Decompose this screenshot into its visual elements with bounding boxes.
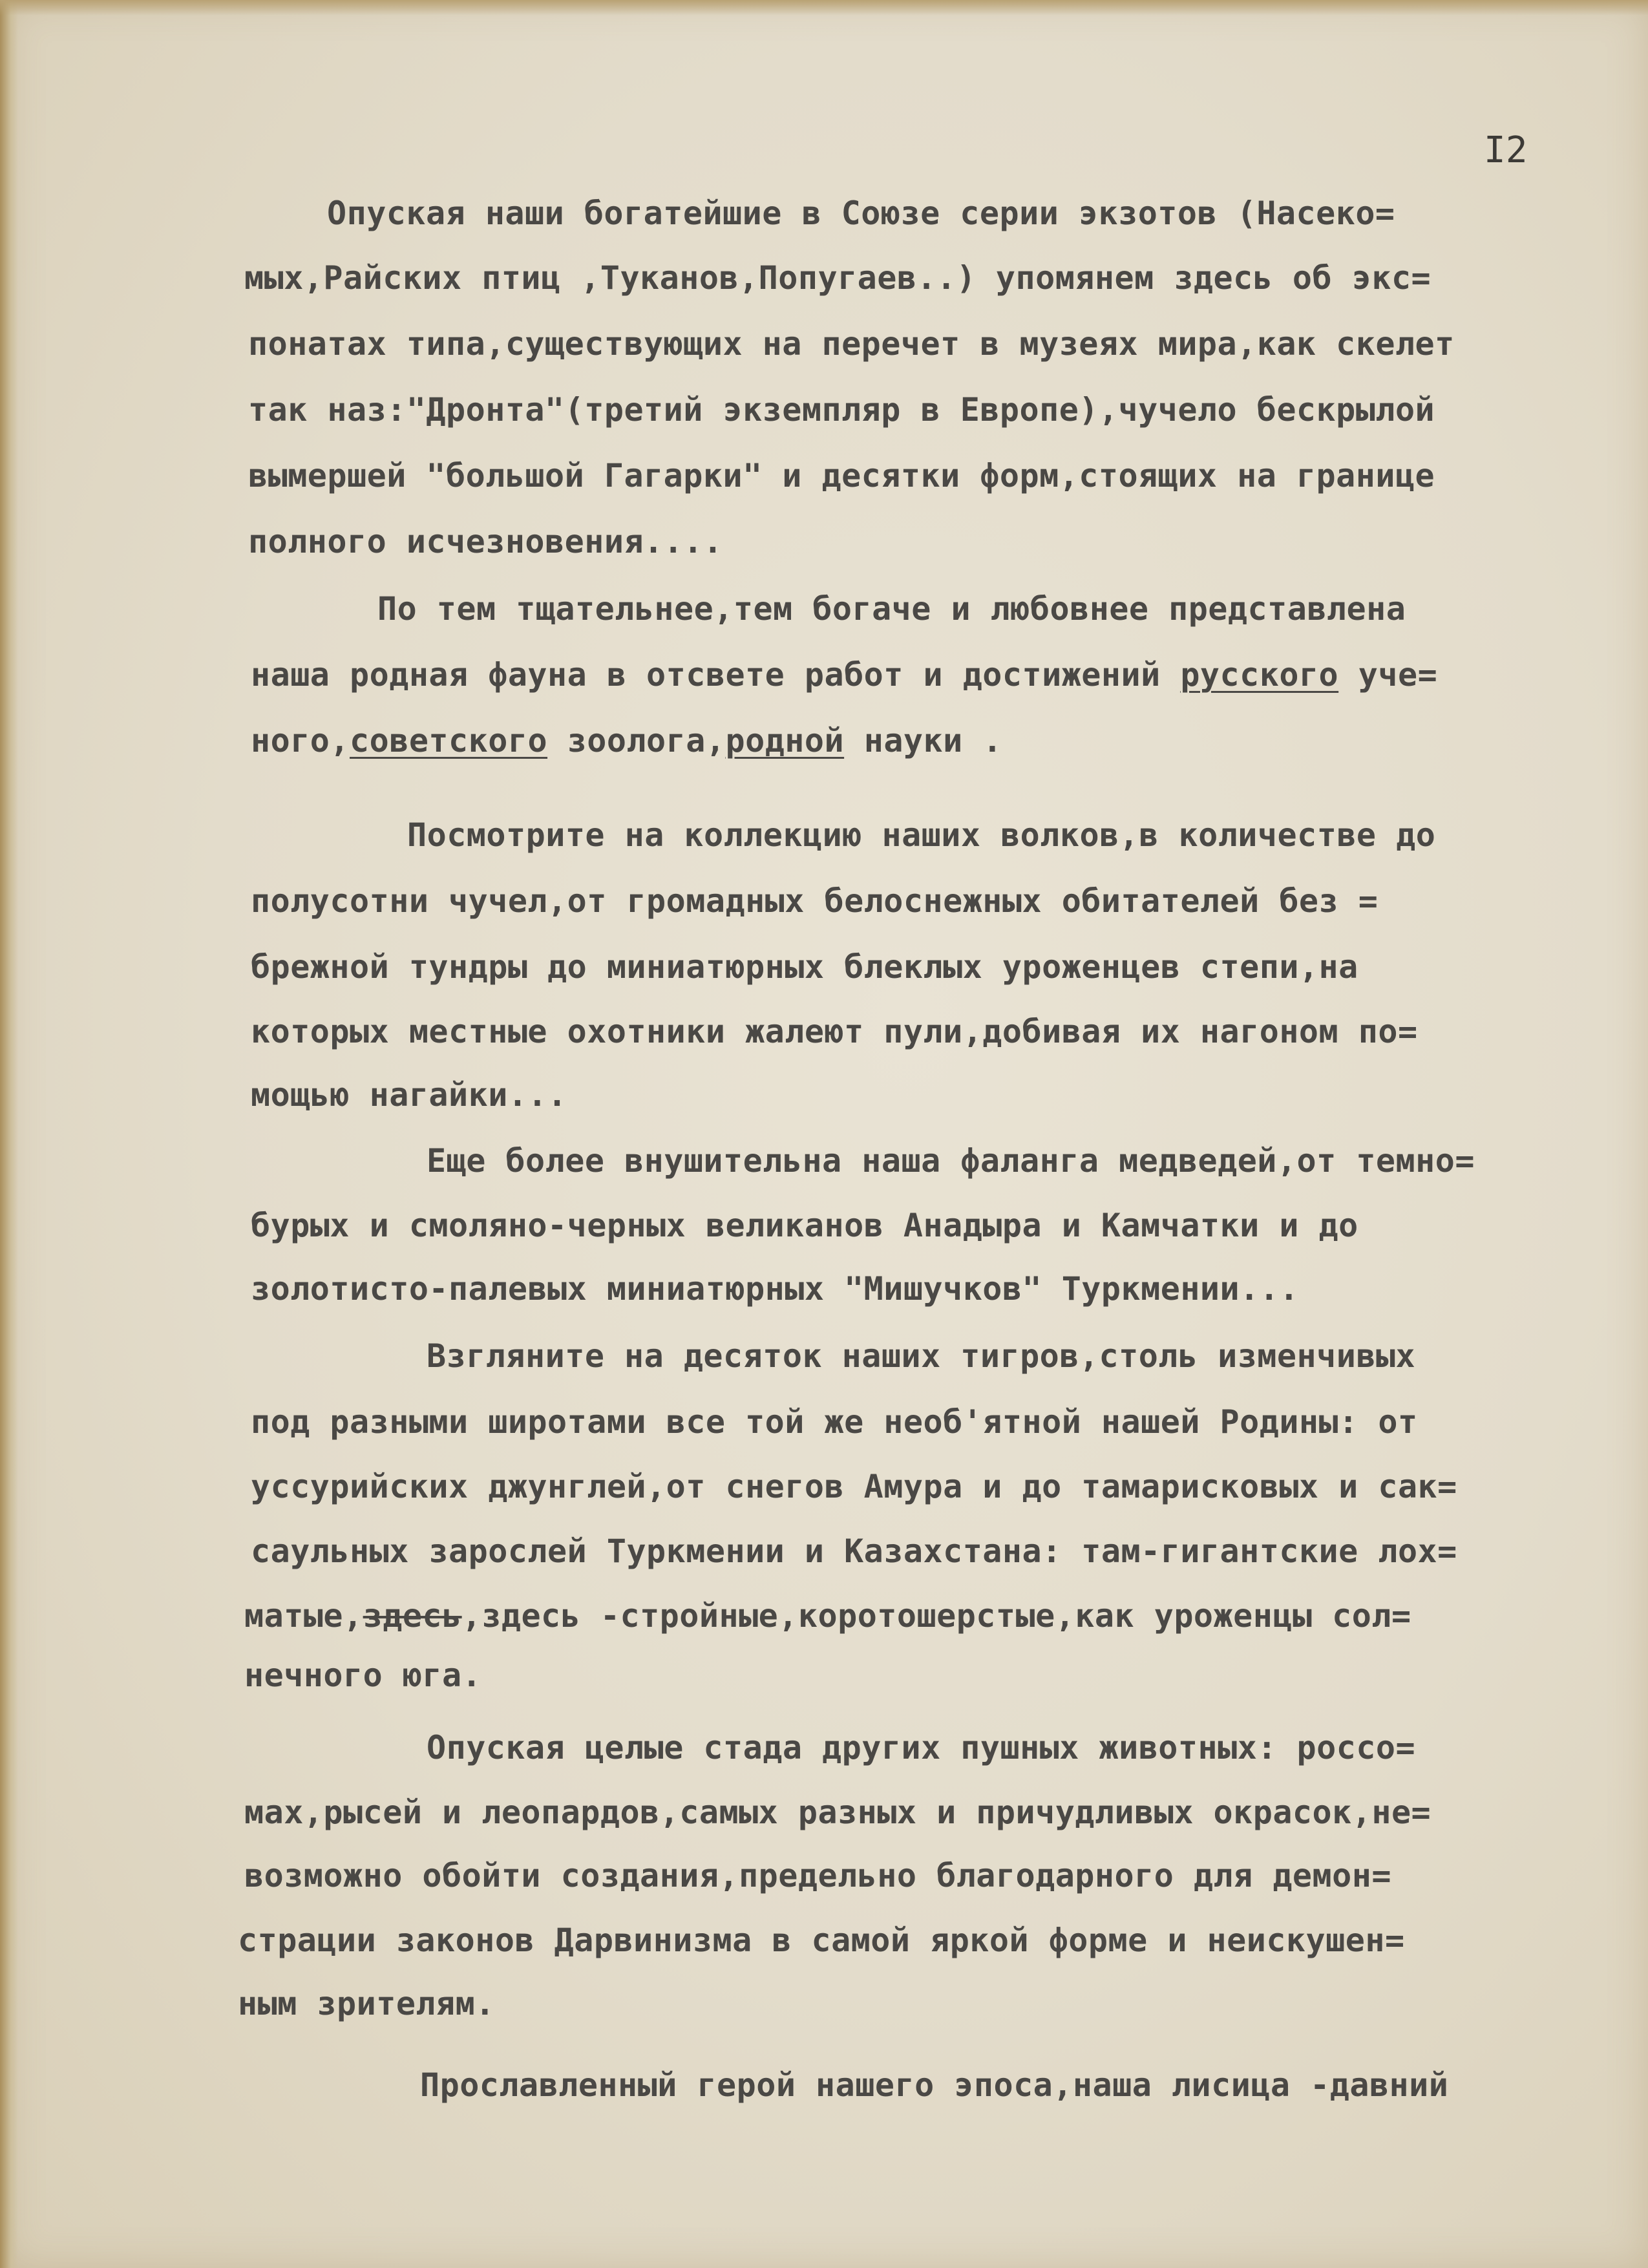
text-line: возможно обойти создания,предельно благодарного для демон=: [244, 1857, 1391, 1894]
text-line: Посмотрите на коллекцию наших волков,в количестве до: [407, 816, 1436, 854]
page-number: I2: [1484, 129, 1528, 171]
text-line: Еще более внушительна наша фаланга медведей,от темно=: [427, 1142, 1475, 1180]
text-line: [251, 655, 1437, 694]
underlined-word: русского: [1180, 656, 1339, 694]
text-line: бурых и смоляно-черных великанов Анадыра и Камчатки и до: [251, 1207, 1358, 1244]
text-line: уссурийских джунглей,от снегов Амура и до тамарисковых и сак=: [251, 1468, 1457, 1505]
page-top-edge: [0, 0, 1648, 16]
text-line: По тем тщательнее,тем богаче и любовнее представлена: [377, 590, 1406, 628]
text-line: под разными широтами все той же необ'ятной нашей Родины: от: [251, 1403, 1418, 1441]
text-line: мых,Райских птиц ,Туканов,Попугаев..) упомянем здесь об экс=: [244, 259, 1431, 297]
text-line: Прославленный герой нашего эпоса,наша лисица -давний: [420, 2066, 1449, 2104]
text-line: мощью нагайки...: [251, 1076, 567, 1114]
text-segment: матые,: [244, 1597, 363, 1635]
text-line: Опуская наши богатейшие в Союзе серии экзотов (Насеко=: [327, 195, 1395, 232]
text-line: золотисто-палевых миниатюрных "Мишучков" Туркмении...: [251, 1270, 1299, 1308]
struck-word: здесь: [363, 1597, 462, 1635]
text-line: вымершей "большой Гагарки" и десятки форм,стоящих на границе: [248, 457, 1435, 494]
underlined-word: родной: [725, 722, 845, 759]
text-line: [251, 721, 1002, 760]
text-segment: зоолога,: [547, 722, 726, 759]
underlined-word: советского: [350, 722, 548, 759]
text-segment: ного,: [251, 722, 350, 759]
text-segment: науки .: [844, 722, 1002, 759]
text-line: ным зрителям.: [238, 1985, 495, 2022]
page-left-edge: [0, 0, 18, 2268]
text-line: так наз:"Дронта"(третий экземпляр в Европе),чучело бескрылой: [248, 391, 1435, 429]
text-line: [244, 1596, 1411, 1635]
text-line: понатах типа,существующих на перечет в музеях мира,как скелет: [248, 325, 1455, 363]
text-line: нечного юга.: [244, 1657, 482, 1694]
text-segment: ,здесь -стройные,коротошерстые,как уроженцы сол=: [461, 1597, 1411, 1635]
text-line: полусотни чучел,от громадных белоснежных обитателей без =: [251, 882, 1379, 920]
text-line: которых местные охотники жалеют пули,добивая их нагоном по=: [251, 1013, 1418, 1050]
text-line: саульных зарослей Туркмении и Казахстана: там-гигантские лох=: [251, 1532, 1457, 1570]
text-line: брежной тундры до миниатюрных блеклых уроженцев степи,на: [251, 948, 1358, 986]
text-line: страции законов Дарвинизма в самой яркой форме и неискушен=: [238, 1922, 1405, 1959]
text-line: Взгляните на десяток наших тигров,столь изменчивых: [427, 1337, 1416, 1375]
text-segment: уче=: [1338, 656, 1438, 694]
text-line: мах,рысей и леопардов,самых разных и причудливых окрасок,не=: [244, 1794, 1431, 1831]
text-line: полного исчезновения....: [248, 523, 723, 560]
text-line: Опуская целые стада других пушных животных: россо=: [427, 1729, 1416, 1766]
text-segment: наша родная фауна в отсвете работ и достижений: [251, 656, 1181, 694]
